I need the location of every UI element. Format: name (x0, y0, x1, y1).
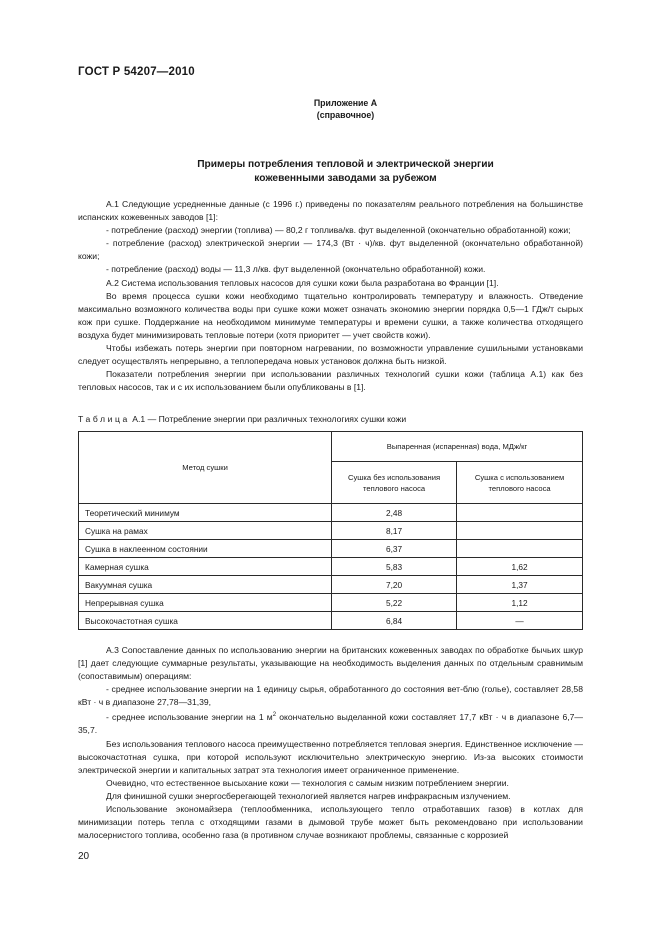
paragraph: Для финишной сушки энергосберегающей технологией является нагрев инфракрасным излучением. (106, 790, 511, 801)
cell-without-pump: 2,48 (332, 504, 457, 522)
list-item: - потребление (расход) воды — 11,3 л/кв. фут выделенной (окончательно обработанной) кожи. (106, 264, 486, 275)
cell-without-pump: 7,20 (332, 576, 457, 594)
appendix-label: Приложение А (313, 98, 378, 108)
column-header-group: Выпаренная (испаренная) вода, МДж/кг (332, 432, 583, 462)
table-row (79, 612, 583, 630)
title-line-1: Примеры потребления тепловой и электрической энергии (197, 159, 494, 170)
title-line-2: кожевенными заводами за рубежом (254, 172, 437, 184)
cell-with-pump (457, 522, 583, 540)
cell-method: Вакуумная сушка (79, 576, 332, 594)
cell-without-pump: 8,17 (332, 522, 457, 540)
table-caption (78, 414, 406, 424)
table-row (79, 558, 583, 576)
cell-with-pump: — (457, 612, 583, 630)
appendix-title (0, 158, 661, 185)
list-item: - потребление (расход) энергии (топлива) — 80,2 г топлива/кв. фут выделенной (окончательно обработанной) кожи; (106, 225, 571, 236)
paragraph: Использование экономайзера (теплообменника, использующего тепло отработавших газов) в котлах для минимизации потерь тепла с отходящими газами в дымовой трубе может быть рекомендовано при использовании малосернистого топлива, особенно газа (в противном случае возникают проблемы, связанные с коррозией (78, 803, 583, 841)
cell-method: Высокочастотная сушка (79, 612, 332, 630)
paragraph: Показатели потребления энергии при использовании различных технологий сушки кожи (таблица А.1) как без тепловых насосов, так и с их использованием были опубликованы в [1]. (78, 369, 583, 393)
cell-with-pump: 1,62 (457, 558, 583, 576)
appendix-type: (справочное) (316, 110, 375, 120)
paragraph: Во время процесса сушки кожи необходимо тщательно контролировать температуру и влажность. Отведение максимально возможного количества воды при сушке кожи может означать экономию энергии порядка 0,5—1 ГДж/т сырых кож при сушке. Поддержание на необходимом минимуме температуры и времени сушки, а также количества отходящего воздуха будет минимизировать тепловые потери (хотя приоритет — учет свойств кожи). (78, 290, 583, 340)
cell-with-pump (457, 540, 583, 558)
cell-method: Сушка на рамах (79, 522, 332, 540)
table-row (79, 504, 583, 522)
list-item: - среднее использование энергии на 1 единицу сырья, обработанного до состояния вет-блю (голье), составляет 28,58 кВт · ч в диапазоне 27,78—31,39, (78, 684, 583, 708)
table-caption-text: А.1 — Потребление энергии при различных технологиях сушки кожи (132, 414, 407, 424)
table-row (79, 522, 583, 540)
list-item-text-start: - среднее использование энергии на 1 м (106, 712, 273, 723)
cell-without-pump: 5,83 (332, 558, 457, 576)
list-item: - потребление (расход) электрической энергии — 174,3 (Вт · ч)/кв. фут выделенной (окончательно обработанной) кожи; (78, 238, 583, 262)
cell-method: Теоретический минимум (79, 504, 332, 522)
appendix-heading (0, 97, 661, 121)
cell-without-pump: 5,22 (332, 594, 457, 612)
superscript-two: 2 (272, 712, 277, 719)
paragraph: А.3 Сопоставление данных по использованию энергии на британских кожевенных заводах по обработке бычьих шкур [1] дает следующие суммарные результаты, указывающие на необходимость выделения данных по отдельным сравнимым (сопоставимым) операциям: (78, 645, 583, 682)
cell-with-pump: 1,37 (457, 576, 583, 594)
table-row (79, 594, 583, 612)
energy-consumption-table (78, 431, 583, 630)
paragraph: А.1 Следующие усредненные данные (с 1996 г.) приведены по показателям реального потребления на большинстве испанских кожевенных заводов [1]: (78, 199, 583, 223)
paragraph: Очевидно, что естественное высыхание кожи — технология с самым низким потреблением энергии. (106, 777, 509, 788)
cell-with-pump: 1,12 (457, 594, 583, 612)
cell-method: Камерная сушка (79, 558, 332, 576)
cell-method: Непрерывная сушка (79, 594, 332, 612)
paragraph: Без использования теплового насоса преимущественно потребляется тепловая энергия. Единственное исключение — высокочастотная сушка, при которой используют исключительно электрическую энергию. Из-за высоких стоимости электрической энергии и капитальных затрат эта технология имеет ограниченное применение. (78, 738, 583, 775)
column-header-without-pump: Сушка без использования теплового насоса (332, 462, 457, 504)
paragraph: А.2 Система использования тепловых насосов для сушки кожи была разработана во Франции [1]. (106, 277, 499, 288)
table-row (79, 540, 583, 558)
body-text-section-1 (78, 198, 583, 394)
body-text-section-2 (78, 644, 583, 842)
document-code: ГОСТ Р 54207—2010 (78, 66, 195, 78)
page-number: 20 (78, 851, 90, 862)
column-header-with-pump: Сушка с использованием теплового насоса (457, 462, 583, 504)
paragraph: Чтобы избежать потерь энергии при повторном нагревании, по возможности управление сушильными установками следует осуществлять непрерывно, а теплопередача новых установок должна быть низкой. (78, 343, 583, 367)
list-item (78, 709, 583, 737)
cell-with-pump (457, 504, 583, 522)
cell-without-pump: 6,37 (332, 540, 457, 558)
list-item-text-end: окончательно выделанной кожи составляет 17,7 кВт · ч в диапазоне 6,7—35,7. (78, 712, 583, 736)
cell-method: Сушка в наклеенном состоянии (79, 540, 332, 558)
table-row (79, 576, 583, 594)
column-header-method: Метод сушки (79, 432, 332, 504)
table-caption-label: Таблица (78, 414, 130, 424)
cell-without-pump: 6,84 (332, 612, 457, 630)
